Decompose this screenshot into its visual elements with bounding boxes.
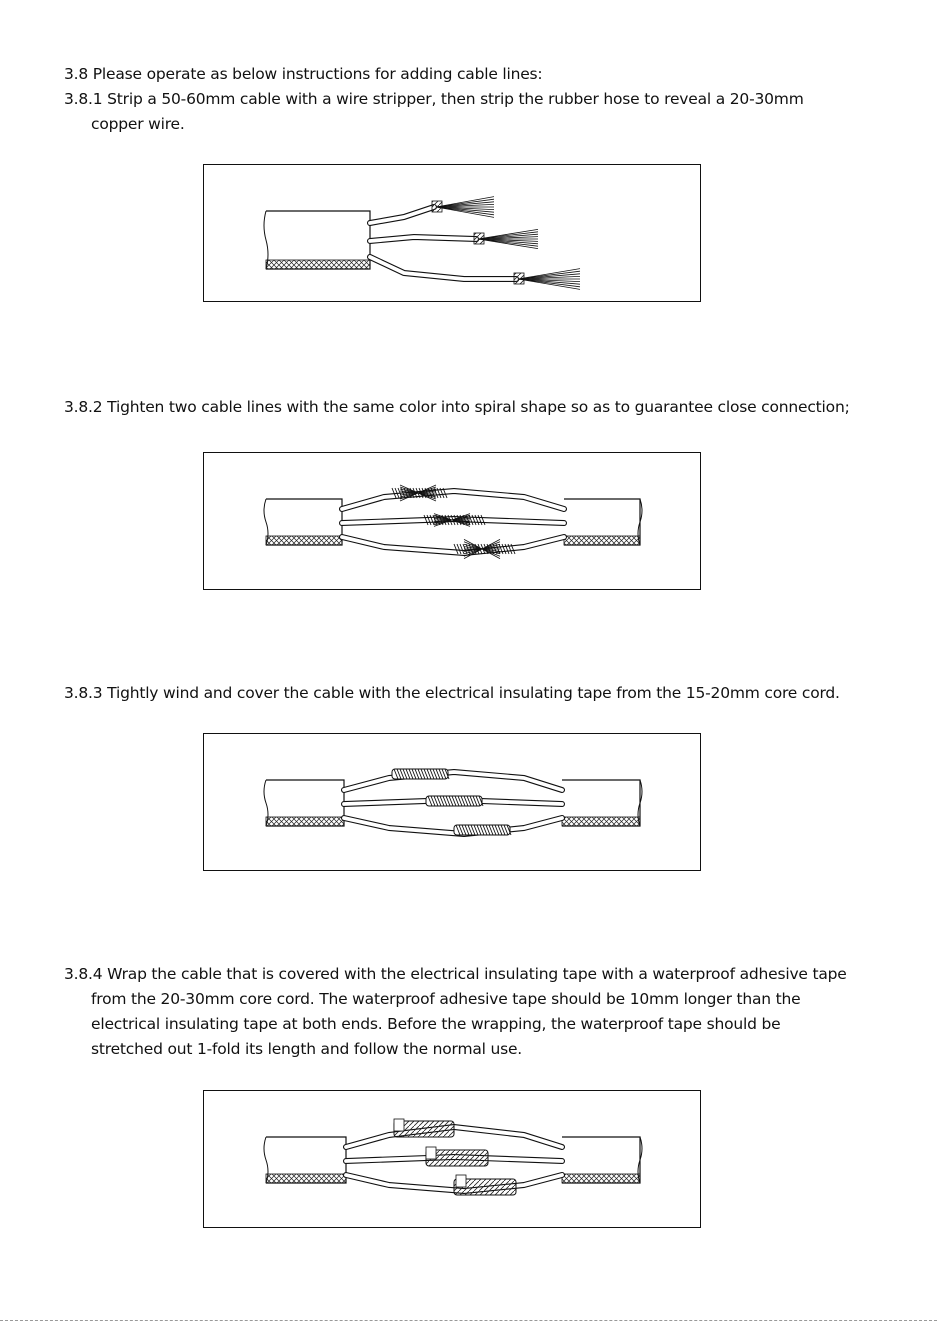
section-heading: 3.8 Please operate as below instructions for adding cable lines: (64, 65, 543, 83)
step-text-line: 3.8.3 Tightly wind and cover the cable with the electrical insulating tape from the 15-20mm core cord. (64, 684, 840, 702)
waterproof-tape-figure (203, 1090, 701, 1228)
step-text-line: copper wire. (91, 115, 185, 133)
step-text-line: electrical insulating tape at both ends. Before the wrapping, the waterproof tape should be (91, 1015, 781, 1033)
stripped-cable-figure (203, 164, 701, 302)
step-text-line: from the 20-30mm core cord. The waterproof adhesive tape should be 10mm longer than the (91, 990, 801, 1008)
insulating-tape-icon (204, 734, 702, 872)
step-text-line: 3.8.4 Wrap the cable that is covered with the electrical insulating tape with a waterproof adhesive tape (64, 965, 847, 983)
twisted-wires-icon (204, 453, 702, 591)
step-text-line: stretched out 1-fold its length and follow the normal use. (91, 1040, 523, 1058)
insulating-tape-figure (203, 733, 701, 871)
stripped-cable-icon (204, 165, 702, 303)
step-text-line: 3.8.2 Tighten two cable lines with the same color into spiral shape so as to guarantee close connection; (64, 398, 850, 416)
twisted-wires-figure (203, 452, 701, 590)
step-text-line: 3.8.1 Strip a 50-60mm cable with a wire stripper, then strip the rubber hose to reveal a 20-30mm (64, 90, 804, 108)
page-bottom-rule (0, 1320, 937, 1321)
waterproof-tape-icon (204, 1091, 702, 1229)
